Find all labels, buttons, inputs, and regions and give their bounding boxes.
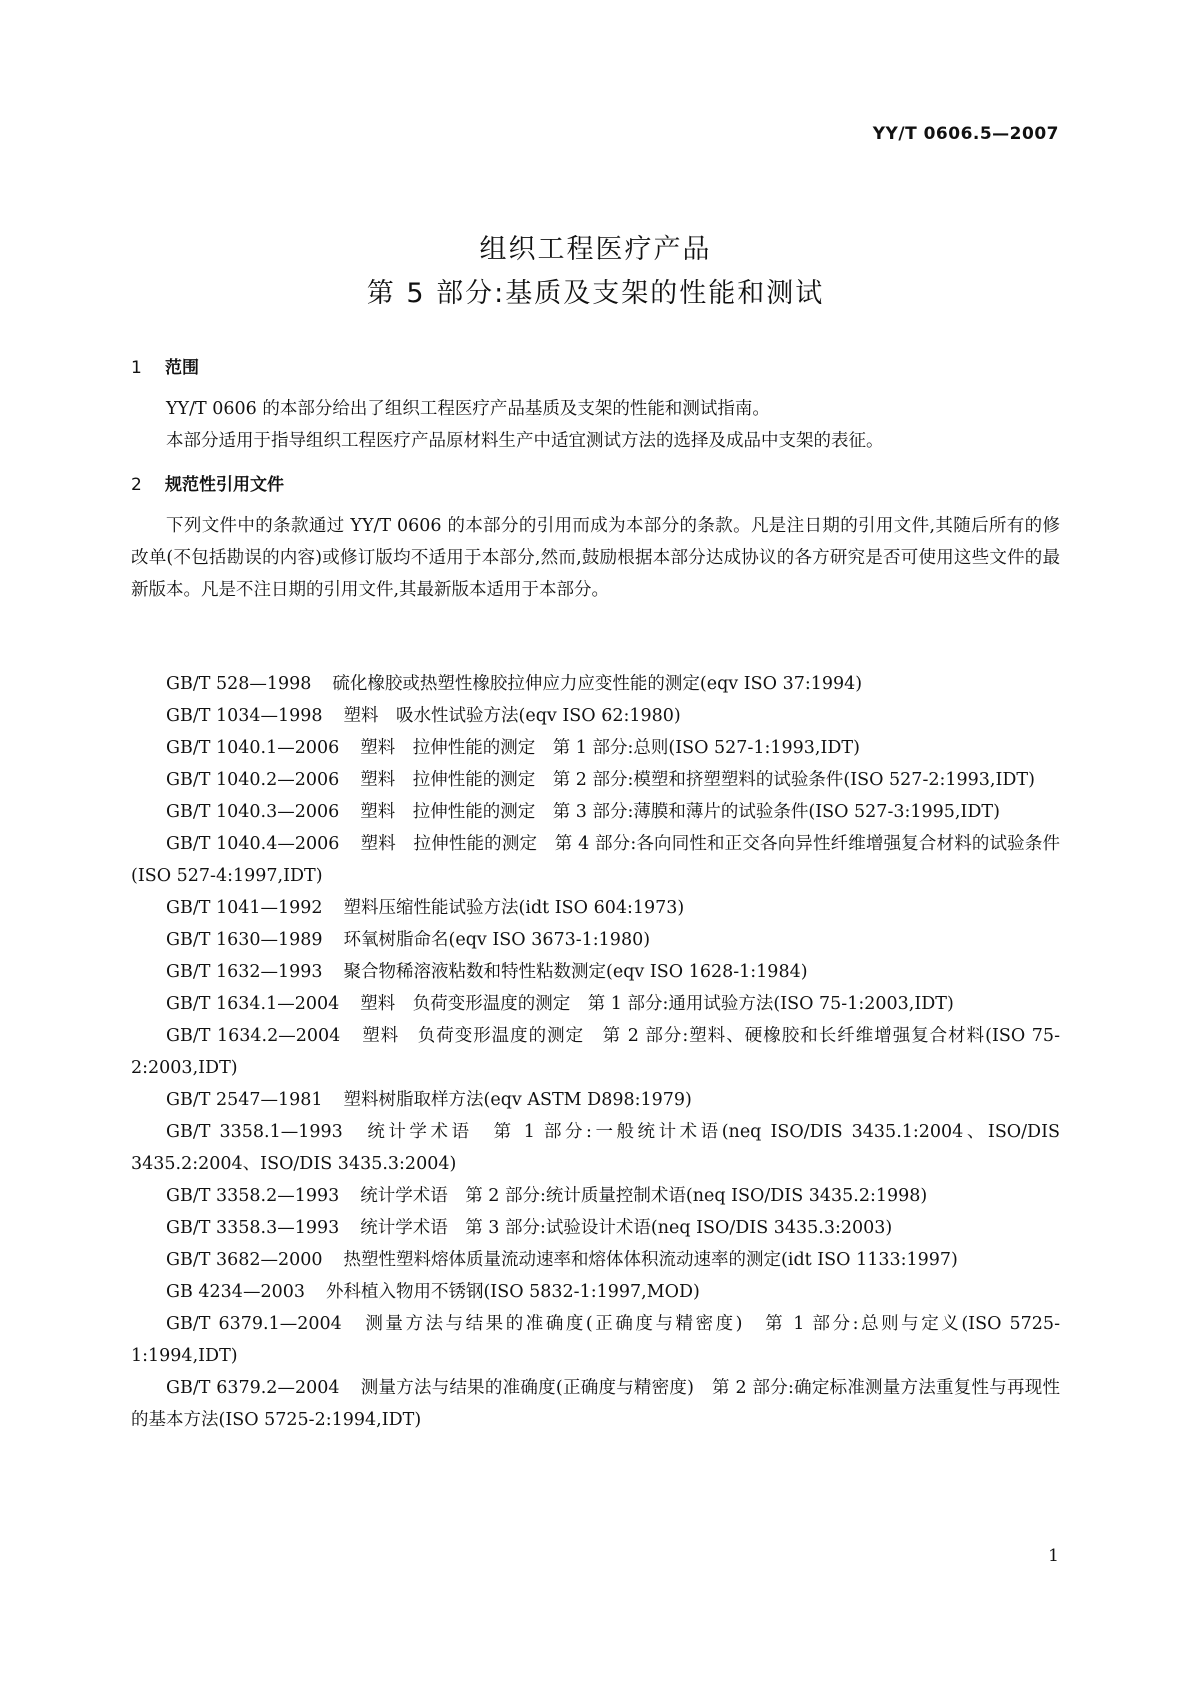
reference-item [131, 732, 1060, 764]
reference-item [131, 956, 1060, 988]
reference-title: 聚合物稀溶液粘数和特性粘数测定(eqv ISO 1628-1:1984) [343, 962, 808, 982]
document-title [0, 228, 1191, 316]
reference-title: 统计学术语 第 1 部分:一般统计术语(neq ISO/DIS 3435.1:2004、ISO/DIS 3435.2:2004、ISO/DIS 3435.3:2004) [131, 1122, 1060, 1174]
reference-code: GB/T 3358.3—1993 [166, 1218, 340, 1238]
reference-title: 外科植入物用不锈钢(ISO 5832-1:1997,MOD) [325, 1282, 700, 1302]
reference-item [131, 828, 1060, 892]
reference-list [131, 668, 1060, 1436]
reference-title: 塑料 吸水性试验方法(eqv ISO 62:1980) [343, 706, 681, 726]
reference-title: 热塑性塑料熔体质量流动速率和熔体体积流动速率的测定(idt ISO 1133:1997) [343, 1250, 958, 1270]
reference-item [131, 988, 1060, 1020]
section-2-intro-paragraph: 下列文件中的条款通过 YY/T 0606 的本部分的引用而成为本部分的条款。凡是注日期的引用文件,其随后所有的修改单(不包括勘误的内容)或修订版均不适用于本部分,然而,鼓励根据本部分达成协议的各方研究是否可使用这些文件的最新版本。凡是不注日期的引用文件,其最新版本适用于本部分。 [131, 516, 1060, 600]
reference-code: GB/T 6379.1—2004 [166, 1314, 342, 1334]
reference-title: 统计学术语 第 3 部分:试验设计术语(neq ISO/DIS 3435.3:2003) [360, 1218, 893, 1238]
reference-code: GB/T 1034—1998 [166, 706, 323, 726]
reference-code: GB 4234—2003 [166, 1282, 305, 1302]
reference-item [131, 668, 1060, 700]
reference-code: GB/T 528—1998 [166, 674, 312, 694]
reference-title: 测量方法与结果的准确度(正确度与精密度) 第 1 部分:总则与定义(ISO 5725-1:1994,IDT) [131, 1314, 1060, 1366]
reference-title: 塑料 负荷变形温度的测定 第 2 部分:塑料、硬橡胶和长纤维增强复合材料(ISO 75-2:2003,IDT) [131, 1026, 1060, 1078]
reference-item [131, 1244, 1060, 1276]
reference-item [131, 1276, 1060, 1308]
reference-title: 塑料 负荷变形温度的测定 第 1 部分:通用试验方法(ISO 75-1:2003,IDT) [360, 994, 954, 1014]
section-2-intro [131, 510, 1060, 606]
reference-title: 塑料 拉伸性能的测定 第 3 部分:薄膜和薄片的试验条件(ISO 527-3:1995,IDT) [360, 802, 1000, 822]
reference-title: 环氧树脂命名(eqv ISO 3673-1:1980) [343, 930, 651, 950]
section-1-paragraph: YY/T 0606 的本部分给出了组织工程医疗产品基质及支架的性能和测试指南。 [166, 399, 770, 419]
reference-item [131, 1308, 1060, 1372]
title-line-2: 第 5 部分:基质及支架的性能和测试 [366, 278, 825, 309]
reference-code: GB/T 3682—2000 [166, 1250, 323, 1270]
reference-code: GB/T 1632—1993 [166, 962, 323, 982]
reference-item [131, 1372, 1060, 1436]
reference-item [131, 892, 1060, 924]
reference-item [131, 924, 1060, 956]
page-number: 1 [1048, 1546, 1059, 1566]
reference-code: GB/T 1041—1992 [166, 898, 323, 918]
reference-item [131, 1212, 1060, 1244]
reference-title: 塑料压缩性能试验方法(idt ISO 604:1973) [343, 898, 685, 918]
section-2-number: 2 [131, 475, 142, 495]
section-1-body [131, 393, 1060, 457]
section-2-heading [131, 470, 284, 495]
reference-code: GB/T 1040.1—2006 [166, 738, 340, 758]
title-line-1: 组织工程医疗产品 [479, 234, 712, 265]
reference-item [131, 700, 1060, 732]
section-1-paragraph: 本部分适用于指导组织工程医疗产品原材料生产中适宜测试方法的选择及成品中支架的表征。 [166, 431, 884, 451]
reference-title: 塑料 拉伸性能的测定 第 2 部分:模塑和挤塑塑料的试验条件(ISO 527-2:1993,IDT) [360, 770, 1035, 790]
reference-code: GB/T 3358.2—1993 [166, 1186, 340, 1206]
reference-code: GB/T 1630—1989 [166, 930, 323, 950]
reference-title: 测量方法与结果的准确度(正确度与精密度) 第 2 部分:确定标准测量方法重复性与再现性的基本方法(ISO 5725-2:1994,IDT) [131, 1378, 1060, 1430]
reference-title: 统计学术语 第 2 部分:统计质量控制术语(neq ISO/DIS 3435.2:1998) [360, 1186, 928, 1206]
reference-code: GB/T 2547—1981 [166, 1090, 323, 1110]
reference-code: GB/T 1040.3—2006 [166, 802, 340, 822]
reference-code: GB/T 1040.2—2006 [166, 770, 340, 790]
reference-code: GB/T 1040.4—2006 [166, 834, 340, 854]
section-1-heading [131, 353, 199, 378]
reference-item [131, 796, 1060, 828]
reference-code: GB/T 1634.1—2004 [166, 994, 340, 1014]
section-1-title: 范围 [165, 358, 199, 378]
reference-title: 塑料 拉伸性能的测定 第 4 部分:各向同性和正交各向异性纤维增强复合材料的试验条件(ISO 527-4:1997,IDT) [131, 834, 1060, 886]
reference-code: GB/T 6379.2—2004 [166, 1378, 340, 1398]
reference-item [131, 1180, 1060, 1212]
section-1-number: 1 [131, 358, 142, 378]
standard-code: YY/T 0606.5—2007 [872, 124, 1059, 144]
reference-code: GB/T 1634.2—2004 [166, 1026, 341, 1046]
reference-item [131, 764, 1060, 796]
reference-code: GB/T 3358.1—1993 [166, 1122, 343, 1142]
reference-item [131, 1116, 1060, 1180]
reference-title: 硫化橡胶或热塑性橡胶拉伸应力应变性能的测定(eqv ISO 37:1994) [332, 674, 863, 694]
reference-title: 塑料树脂取样方法(eqv ASTM D898:1979) [343, 1090, 692, 1110]
reference-title: 塑料 拉伸性能的测定 第 1 部分:总则(ISO 527-1:1993,IDT) [360, 738, 860, 758]
section-2-title: 规范性引用文件 [165, 475, 284, 495]
reference-item [131, 1084, 1060, 1116]
reference-item [131, 1020, 1060, 1084]
